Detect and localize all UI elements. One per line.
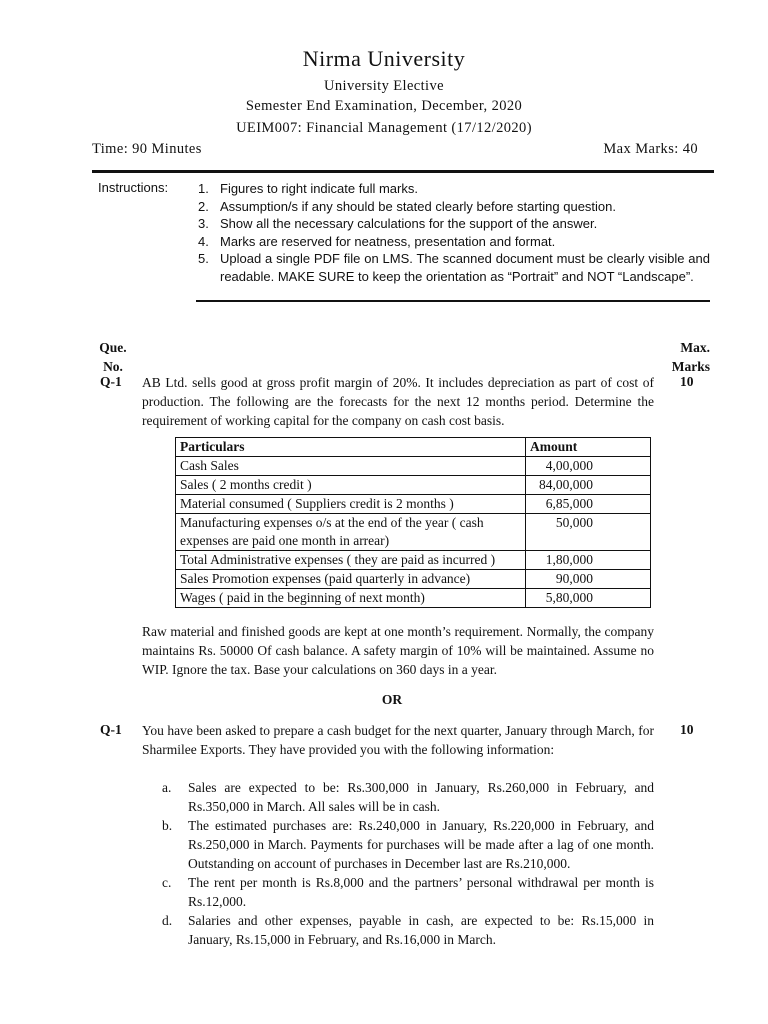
instructions-list: [198, 180, 710, 285]
course-line: UEIM007: Financial Management (17/12/2020): [236, 120, 532, 136]
list-item: a. Sales are expected to be: Rs.300,000 in January, Rs.260,000 in February, and Rs.350,000 in March. All sales will be in cash.: [162, 780, 654, 814]
table-row: Sales ( 2 months credit ) 84,00,000: [176, 476, 651, 495]
question-marks-alt: 10: [680, 722, 694, 737]
time-allowed: Time: 90 Minutes: [92, 141, 202, 157]
question-marks: 10: [680, 374, 694, 389]
info-list: [146, 778, 654, 949]
question-text-alt: You have been asked to prepare a cash budget for the next quarter, January through March, for Sharmilee Exports. They have provided you with the following information:: [142, 723, 654, 757]
table-header-particulars: Particulars: [176, 438, 526, 457]
or-separator: OR: [381, 692, 403, 707]
table-row: Cash Sales 4,00,000: [176, 457, 651, 476]
header-divider: [92, 170, 714, 173]
table-header-amount: Amount: [526, 438, 651, 457]
question-number-heading: Que. No.: [99, 340, 127, 374]
table-row: Manufacturing expenses o/s at the end of the year ( cash expenses are paid one month in arrear) 50,000: [176, 514, 651, 551]
list-item: d. Salaries and other expenses, payable in cash, are expected to be: Rs.15,000 in January, Rs.15,000 in February, and Rs.16,000 in March.: [162, 913, 654, 947]
elective-line: University Elective: [324, 78, 444, 94]
max-marks-heading: Max. Marks: [671, 340, 710, 374]
university-name: Nirma University: [302, 46, 466, 71]
table-row: Total Administrative expenses ( they are paid as incurred ) 1,80,000: [176, 551, 651, 570]
question-number: Q-1: [100, 374, 122, 389]
table-row: Material consumed ( Suppliers credit is 2 months ) 6,85,000: [176, 495, 651, 514]
question-text: AB Ltd. sells good at gross profit margin of 20%. It includes depreciation as part of cost of production. The following are the forecasts for the next 12 months period. Determine the requirement of working capital for the company on cash cost basis.: [142, 375, 654, 428]
instruction-item: 2. Assumption/s if any should be stated clearly before starting question.: [198, 198, 616, 214]
instruction-item: 3. Show all the necessary calculations for the support of the answer.: [198, 216, 598, 231]
list-item: c. The rent per month is Rs.8,000 and the partners’ personal withdrawal per month is Rs.12,000.: [162, 875, 654, 909]
instruction-item: 1. Figures to right indicate full marks.: [198, 181, 418, 196]
table-header-row: [176, 438, 651, 457]
instructions-divider: [196, 300, 710, 302]
question-number-alt: Q-1: [100, 722, 122, 737]
forecast-table: [175, 437, 651, 608]
question-continuation: Raw material and finished goods are kept at one month’s requirement. Normally, the company maintains Rs. 50000 Of cash balance. A safety margin of 10% will be maintained. Assume no WIP. Ignore the tax. Base your calculations on 360 days in a year.: [142, 624, 654, 677]
table-row: Sales Promotion expenses (paid quarterly in advance) 90,000: [176, 570, 651, 589]
instruction-item: 5. Upload a single PDF file on LMS. The scanned document must be clearly visible and readable. MAKE SURE to keep the orientation as “Portrait” and NOT “Landscape”.: [198, 251, 710, 284]
exam-line: Semester End Examination, December, 2020: [245, 98, 523, 114]
instructions-label: Instructions:: [98, 180, 169, 195]
instruction-item: 4. Marks are reserved for neatness, presentation and format.: [198, 233, 556, 249]
max-marks: Max Marks: 40: [603, 141, 698, 157]
list-item: b. The estimated purchases are: Rs.240,000 in January, Rs.220,000 in February, and Rs.250,000 in March. Payments for purchases will be made after a lag of one month. Outstanding on account of purchases in December last are Rs.210,000.: [162, 818, 654, 871]
table-row: Wages ( paid in the beginning of next month) 5,80,000: [176, 589, 651, 608]
